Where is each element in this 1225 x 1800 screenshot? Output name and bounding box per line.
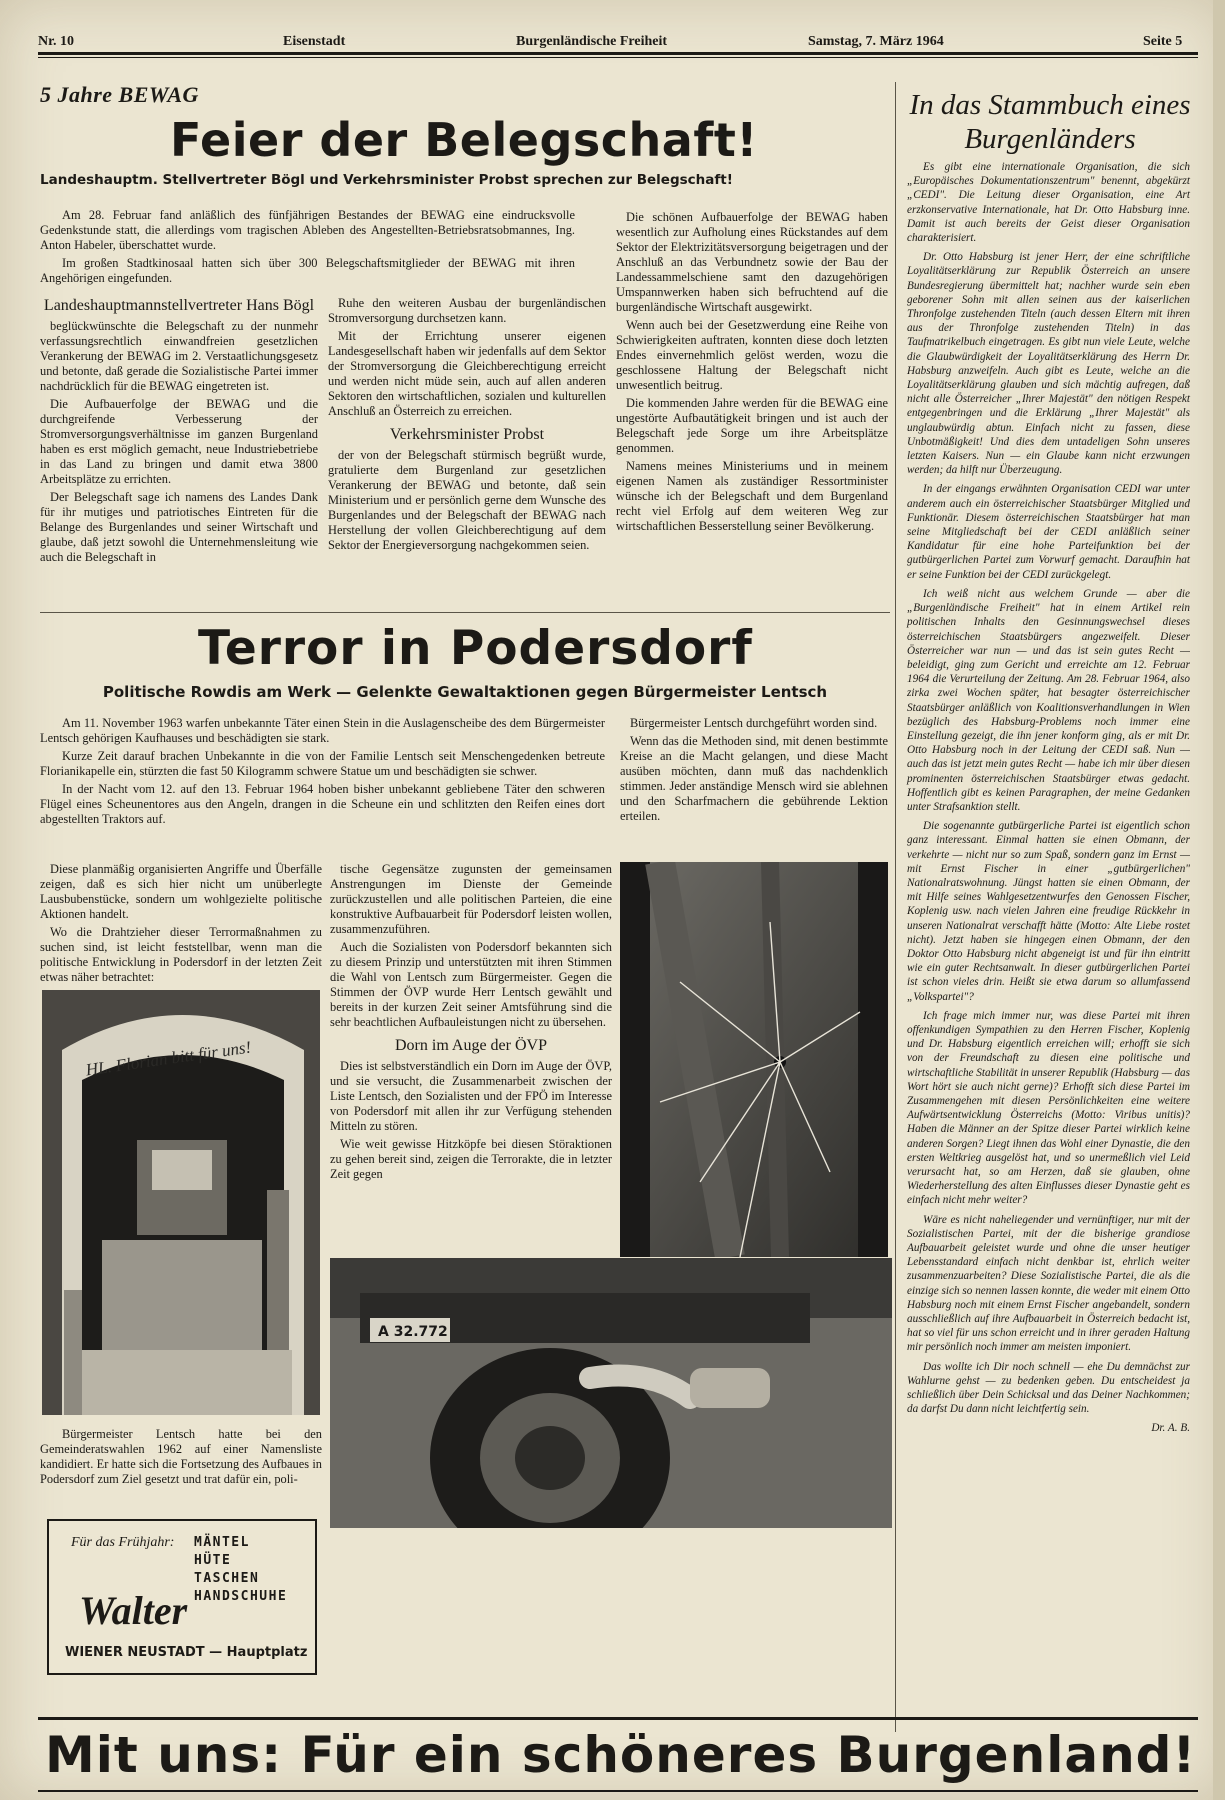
newspaper-name: Burgenländische Freiheit	[516, 34, 668, 49]
broken-window-photo	[620, 862, 888, 1257]
paragraph: Das wollte ich Dir noch schnell — ehe Du demnächst zur Wahlurne gehst — zu bedenken geben. Du entscheidest ja schließlich über Dein Schicksal und das Deiner Nachkommen; da darfst Du dann nicht leichtfertig sein.	[907, 1360, 1190, 1416]
column-rule	[895, 82, 896, 1732]
broken-window-drawing	[620, 862, 888, 1257]
bewag-subheadline: Landeshauptm. Stellvertreter Bögl und Verkehrsminister Probst sprechen zur Belegschaft!	[40, 172, 733, 188]
ad-brand-logo: Walter	[79, 1588, 188, 1633]
header-rule	[38, 52, 1198, 55]
paragraph: Mit der Errichtung unserer eigenen Landesgesellschaft haben wir jedenfalls auf dem Sektor der Stromversorgung die Gleichberechtigung erreicht und werden nicht müde sein, auch auf allen anderen Sektoren den wirtschaftlichen, sozialen und kulturellen Anschluß an Österreich zu erreichen.	[328, 329, 606, 418]
paragraph: Diese planmäßig organisierten Angriffe und Überfälle zeigen, daß es sich hier nicht um unüberlegte Lausbubenstücke, sondern um wohlgezielte politische Aktionen handelt.	[40, 862, 322, 921]
paragraph: Wo die Drahtzieher dieser Terrormaßnahmen zu suchen sind, ist leicht feststellbar, wenn man die politische Entwicklung in Podersdorf in der letzten Zeit etwas näher betrachtet:	[40, 925, 322, 984]
terror-subheadline: Politische Rowdis am Werk — Gelenkte Gewaltaktionen gegen Bürgermeister Lentsch	[102, 683, 828, 701]
terror-column-1	[40, 862, 322, 988]
header-rule-thin	[38, 57, 1198, 58]
caption-text: Bürgermeister Lentsch hatte bei den Gemeinderatswahlen 1962 auf einer Namensliste kandidiert. Er hatte sich die Fortsetzung des Aufbaues in Podersdorf zum Ziel gesetzt und trat dafür ein, poli-	[40, 1427, 322, 1486]
section-divider	[40, 612, 890, 613]
bewag-column-3	[616, 210, 888, 537]
header-city: Eisenstadt	[283, 34, 346, 49]
paragraph: Am 11. November 1963 warfen unbekannte Täter einen Stein in die Auslagenscheibe des dem Bürgermeister Lentsch gehörigen Kaufhauses und beschädigten sie stark.	[40, 716, 605, 745]
paragraph: Im großen Stadtkinosaal hatten sich über 300 Belegschaftsmitglieder der BEWAG mit ihren Angehörigen eingefunden.	[40, 256, 575, 285]
ad-item: HANDSCHUHE	[194, 1589, 288, 1604]
license-plate: A 32.772	[378, 1324, 448, 1340]
paragraph: Wäre es nicht naheliegender und vernünftiger, nur mit der Sozialistischen Partei, mit der die bisherige grandiose Aufbauarbeit geleistet wurde und ohne die unser heutiger Lebensstandard einfach nicht denkbar ist, ehrlich weiter zusammenzuarbeiten? Diese Sozialistische Partei, die als die einzige sich so nennen lassen konnte, die weder mit einem Otto Habsburg noch mit einem Ernst Fischer angebandelt, sondern ausschließlich auf ihre Aufbauarbeit in Österreich bedacht ist, hat so viel für uns schon erreicht und in ihrer geraden Haltung mir persönlich noch immer am meisten imponiert.	[907, 1213, 1190, 1354]
ad-address: WIENER NEUSTADT — Hauptplatz	[65, 1645, 308, 1660]
banner-rule-bottom	[38, 1790, 1198, 1792]
stammbuch-title: In das Stammbuch eines Burgenländers	[909, 89, 1191, 155]
paragraph: Kurze Zeit darauf brachen Unbekannte in die von der Familie Lentsch seit Menschengedenken betreute Florianikapelle ein, stürzten die fast 50 Kilogramm schwere Statue um und beschädigten sie schwer.	[40, 749, 605, 778]
paragraph: Ich frage mich immer nur, was diese Partei mit ihren offenkundigen Sympathien zu den Herren Fischer, Koplenig und Dr. Habsburg eigentlich erreichen will; erhofft sie sich von der Freundschaft zu diesen eine politische und wirtschaftliche Stabilität in unserer Republik (Habsburg — das Wort hört sie auch nicht gerne)? Erhofft sich diese Partei im Zusammengehen mit diesen Persönlichkeiten eine weitere Aufwärtsentwicklung Österreichs (Motto: Viribus unitis)? Haben die Männer an der Spitze dieser Partei wirklich keine anderen Sorgen? Liegt ihnen das Wohl einer Dynastie, die den ersten Weltkrieg ausgelöst hat, und so unermeßlich viel Leid verursacht hat, so am Herzen, daß sie glauben, ohne Wiederherstellung des alten Einflusses dieser Dynastie geht es einfach nicht mehr weiter?	[907, 1009, 1190, 1207]
chapel-photo	[42, 990, 320, 1415]
paragraph: Die Aufbauerfolge der BEWAG und die durchgreifende Verbesserung der Stromversorgungsverhältnisse im ganzen Burgenland haben es erst möglich gemacht, neue Industriebetriebe in das Land zu bringen und damit etwa 3800 Arbeitsplätze zu errichten.	[40, 397, 318, 486]
paragraph: Der Belegschaft sage ich namens des Landes Dank für ihr mutiges und patriotisches Eintreten für die Belange des Burgenlandes und seiner Wirtschaft und glaube, daß jetzt sowohl die Unternehmensleitung wie auch die Belegschaft in	[40, 490, 318, 564]
banner-rule-top	[38, 1717, 1198, 1720]
slogan-banner: Mit uns: Für ein schöneres Burgenland!	[45, 1726, 1197, 1784]
tractor-photo-drawing	[330, 1258, 892, 1528]
ad-item: HÜTE	[194, 1553, 232, 1568]
chapel-photo-caption	[40, 1427, 322, 1490]
paragraph: tische Gegensätze zugunsten der gemeinsamen Anstrengungen im Dienste der Gemeinde zurückzustellen und alle politischen Parteien, die eine konstruktive Aufbauarbeit für Podersdorf leisten wollen, zusammenzuführen.	[330, 862, 612, 936]
paragraph: Es gibt eine internationale Organisation, die sich „Europäisches Dokumentationszentrum" benennt, abgekürzt „CEDI". Die Leitung dieser Organisation, eine Art erzkonservative Internationale, hat Dr. Otto Habsburg inne. Damit ist auch bereits der Geist dieser Organisation charakterisiert.	[907, 161, 1190, 245]
paragraph: Die kommenden Jahre werden für die BEWAG eine ungestörte Aufbautätigkeit bringen und ist auch der Belegschaft jede Sorge um ihre Arbeitsplätze genommen.	[616, 396, 888, 455]
ad-product-list	[194, 1534, 287, 1606]
paragraph: In der eingangs erwähnten Organisation CEDI war unter anderem auch ein österreichischer Staatsbürger Mitglied und Funktionär. Diesem österreichischen Staatsbürger hat man seine Mitgliedschaft bei der CEDI anläßlich seiner Kandidatur für eine hohe Parteifunktion bei der gutbürgerlichen Partei zum Vorwurf gemacht. Daraufhin hat er seine Funktion bei der CEDI zurückgelegt.	[907, 483, 1190, 581]
bewag-column-1	[40, 290, 318, 568]
paragraph: Die schönen Aufbauerfolge der BEWAG haben wesentlich zur Aufholung eines Rückstandes auf dem Sektor der Elektrizitätsversorgung beigetragen und der Anschluß an das Verbundnetz sowie der Bau der Landessammelschiene samt den dazugehörigen Umspannwerken haben sich befruchtend auf die burgenländische Wirtschaft ausgewirkt.	[616, 210, 888, 314]
paragraph: der von der Belegschaft stürmisch begrüßt wurde, gratulierte dem Burgenland zur gesetzlichen Verankerung der BEWAG und betonte, daß sein Ministerium und er persönlich gerne dem Wunsche des Burgenlandes und der Belegschaft der BEWAG nach Herstellung der vollen Gleichberechtigung auf dem Sektor der Energieversorgung nachgekommen seien.	[328, 448, 606, 552]
section-heading-boegl: Landeshauptmannstellvertreter Hans Bögl	[43, 297, 315, 314]
issue-date: Samstag, 7. März 1964	[808, 34, 944, 49]
bewag-headline: Feier der Belegschaft!	[170, 113, 758, 167]
walter-advertisement[interactable]	[47, 1519, 317, 1675]
paragraph: Ich weiß nicht aus welchem Grunde — aber die „Burgenländische Freiheit" hat in einem Artikel rein politischen Inhalts den Gesinnungswechsel dieses österreichischen Staatsbürgers angezweifelt. Dieser Österreicher war nun — und das ist sein gutes Recht — beleidigt, ging zum Gericht und erreichte am 12. Februar 1964 die Verurteilung der Zeitung. Am 28. Februar 1964, also zirka zwei Wochen später, hat besagter österreichischer Staatsbürger anläßlich von Koalitionsverhandlungen in Wien bezüglich des Habsburg-Problems noch immer eine Einstellung gezeigt, die ihn jener konform ging, als er mit Dr. Otto Habsburg noch in der Leitung der CEDI saß. Nun — auch das ist jetzt mein gutes Recht — habe ich mir über diesen prominenten österreichischen Staatsbürger etwas gedacht. Hoffentlich gibt es keinen Paragraphen, der meine Gedanken unter Strafsanktion stellt.	[907, 587, 1190, 813]
ad-item: MÄNTEL	[194, 1535, 250, 1550]
issue-number: Nr. 10	[38, 34, 75, 49]
paragraph: Bürgermeister Lentsch durchgeführt worden sind.	[630, 716, 878, 730]
page-number: Seite 5	[1143, 34, 1183, 49]
ad-lead: Für das Frühjahr:	[71, 1535, 175, 1550]
paragraph: Dies ist selbstverständlich ein Dorn im Auge der ÖVP, und sie versucht, die Zusammenarbeit zwischen der Liste Lentsch, den Sozialisten und der FPÖ im Interesse von Podersdorf mit allen ihr zur Verfügung stehenden Mitteln zu stören.	[330, 1059, 612, 1133]
paragraph: In der Nacht vom 12. auf den 13. Februar 1964 hoben bisher unbekannt gebliebene Täter den schweren Flügel eines Scheunentores aus den Angeln, drangen in die Scheune ein und schlitzten den Reifen eines dort abgestellten Traktors auf.	[40, 782, 605, 826]
paragraph: Namens meines Ministeriums und in meinem eigenen Namen als zuständiger Ressortminister wünsche ich der Belegschaft und dem Burgenland recht viel Erfolg auf dem weiteren Weg zur wirtschaftlichen Besserstellung seiner Bevölkerung.	[616, 459, 888, 533]
bewag-column-2	[328, 296, 606, 556]
paragraph: Dr. Otto Habsburg ist jener Herr, der eine schriftliche Loyalitätserklärung zur Republik Österreich an unsere Bundesregierung übermittelt hat; nachher wurde sein eben geborener Sohn mit allen seinen aus der kaiserlichen Thronfolge zustehenden Titeln (auch dessen Eltern mit ihren aus der Thronfolge zustehenden Titeln) in das Taufmatrikelbuch eingetragen. Es gibt nun viele Leute, welche die Glaubwürdigkeit der Loyalitätserklärung des Herrn Dr. Habsburg anzweifeln. Auch gibt es Leute, welche an die Loyalitätserklärung glauben und sich mächtig aufregen, daß nicht alle Österreicher „Ihrer Majestät" den nötigen Respekt entgegenbringen und die Erklärung „Ihrer Majestät" als unglaubwürdig abtun. Einfach nicht zu fassen, diese Unbotmäßigkeit! Und dies dem untadeligen Sohn unseres letzten Kaisers. Nun — ein Glaube kann nicht erzwungen werden; da hilft nur Überzeugung.	[907, 251, 1190, 477]
paragraph: Wie weit gewisse Hitzköpfe bei diesen Störaktionen zu gehen bereit sind, zeigen die Terrorakte, die in letzter Zeit gegen	[330, 1137, 612, 1181]
paragraph: Auch die Sozialisten von Podersdorf bekannten sich zu diesem Prinzip und unterstützten mit ihren Stimmen die Wahl von Lentsch zum Bürgermeister. Gegen die Stimmen der ÖVP wurde Herr Lentsch gewählt und bereits in der kurzen Zeit seiner Amtsführung sind die sehr beachtlichen Aufbauleistungen nicht zu übersehen.	[330, 940, 612, 1029]
terror-headline: Terror in Podersdorf	[198, 621, 753, 676]
terror-intro	[40, 716, 605, 830]
terror-column-2	[330, 862, 612, 1185]
tractor-photo	[330, 1258, 892, 1528]
paragraph: Die sogenannte gutbürgerliche Partei ist eigentlich schon ganz interessant. Einmal hatten sie einen Obmann, der verkehrte — nicht nur so zum Spaß, sondern ganz im Ernst — mit Ernst Fischer in einer „gutbürgerlichen" Nationalratswohnung. Jüngst hatten sie einen Obmann, der mit Hilfe seines Wahlgesetzentwurfes den Genossen Fischer, Koplenig usw. nach vielen Jahren eine freudige Rückkehr in unseren Nationalrat verschafft hätte (Motto: Alte Liebe rostet nicht). Jetzt haben sie hingegen einen Obmann, der den Doktor Otto Habsburg nicht abgeneigt ist und für ihn eintritt wie ein guter Rechtsanwalt. In dieser gutbürgerlichen Partei ist schon vieles drin. Heißt sie etwa darum so allumfassend „Volkspartei"?	[907, 820, 1190, 1003]
bewag-kicker: 5 Jahre BEWAG	[40, 82, 199, 107]
bewag-intro	[40, 208, 575, 289]
terror-intro-right	[620, 716, 888, 827]
shrine-inscription: HL. Florian bitt für uns!	[84, 1037, 253, 1080]
section-heading-dorn: Dorn im Auge der ÖVP	[395, 1037, 547, 1054]
paragraph: Am 28. Februar fand anläßlich des fünfjährigen Bestandes der BEWAG eine eindrucksvolle Gedenkstunde statt, die allerdings vom tragischen Ableben des Angestellten-Betriebsratsobmannes, Ing. Anton Habeler, überschattet wurde.	[40, 208, 575, 252]
paragraph: Wenn das die Methoden sind, mit denen bestimmte Kreise an die Macht gelangen, und diese Macht ausüben möchten, dann muß das nachdenklich stimmen. Jeder anständige Mensch wird sie ablehnen und den Scharfmachern die gebührende Lektion erteilen.	[620, 734, 888, 823]
section-heading-probst: Verkehrsminister Probst	[389, 426, 545, 443]
chapel-photo-drawing	[42, 990, 320, 1415]
page-header	[38, 30, 1198, 52]
stammbuch-body	[907, 160, 1190, 1441]
paragraph: Wenn auch bei der Gesetzwerdung eine Reihe von Schwierigkeiten auftraten, konnten diese doch letzten Endes einvernehmlich gelöst werden, wozu die geschlossene Haltung der Belegschaft nicht unwesentlich beitrug.	[616, 318, 888, 392]
paragraph: Ruhe den weiteren Ausbau der burgenländischen Stromversorgung durchsetzen kann.	[328, 296, 606, 325]
stammbuch-signature: Dr. A. B.	[1151, 1422, 1190, 1435]
paragraph: beglückwünschte die Belegschaft zu der nunmehr verfassungsrechtlich einwandfreien gesetzlichen Verankerung der BEWAG im 2. Verstaatlichungsgesetz und betonte, daß gerade die Sozialistische Partei immer nachdrücklich für die BEWAG eingetreten ist.	[40, 319, 318, 393]
ad-item: TASCHEN	[194, 1571, 260, 1586]
page-edge	[1213, 0, 1225, 1800]
